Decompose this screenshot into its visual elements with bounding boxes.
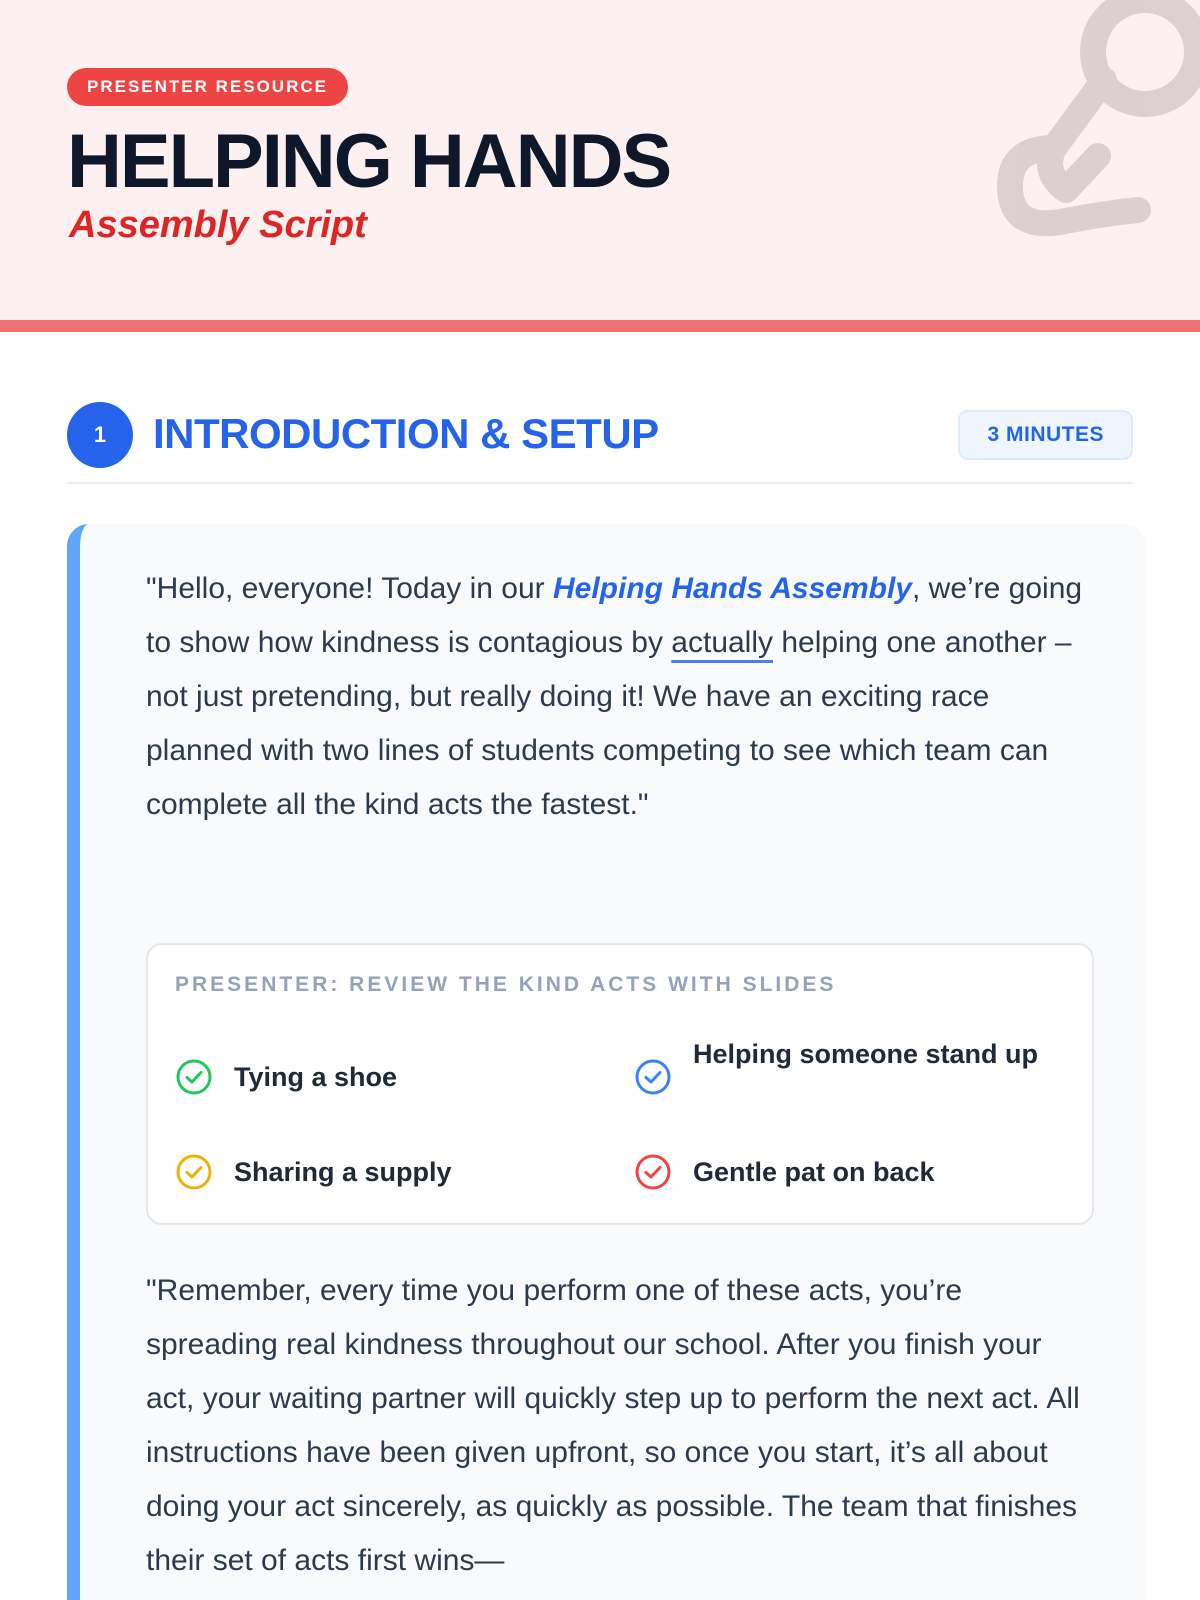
script-paragraph-intro <box>146 562 1096 832</box>
page-header <box>0 0 1200 332</box>
kind-act-item <box>634 1031 1074 1123</box>
check-circle-icon <box>634 1153 672 1191</box>
resource-badge: PRESENTER RESOURCE <box>67 68 348 106</box>
check-circle-icon <box>175 1153 213 1191</box>
duration-badge: 3 MINUTES <box>958 410 1133 460</box>
script-paragraph-rules: "Remember, every time you perform one of these acts, you’re spreading real kindness throughout our school. After you finish your act, your waiting partner will quickly step up to perform the next act. All instructions have been given upfront, so once you start, it’s all about doing your act sincerely, as quickly as possible. The team that finishes their set of acts first wins— <box>146 1274 1080 1577</box>
page-title: HELPING HANDS <box>67 119 671 204</box>
script-text: "Hello, everyone! Today in our <box>146 572 553 605</box>
microphone-icon <box>970 0 1200 250</box>
kind-act-label: Helping someone stand up <box>693 1039 1039 1069</box>
kind-act-item <box>175 1149 575 1195</box>
assembly-name-highlight: Helping Hands Assembly <box>553 572 912 605</box>
presenter-note-label: PRESENTER: REVIEW THE KIND ACTS WITH SLIDES <box>175 973 837 996</box>
presenter-note-box <box>146 943 1094 1225</box>
script-card <box>67 524 1146 1600</box>
section-header <box>67 398 1133 484</box>
check-circle-icon <box>175 1058 213 1096</box>
section-title: INTRODUCTION & SETUP <box>153 410 659 457</box>
section-number-badge: 1 <box>67 402 133 468</box>
kind-act-label: Gentle pat on back <box>693 1157 935 1187</box>
script-text: helping one another – not just pretending, but really doing it! We have an exciting race planned with two lines of students competing to see which team can complete all the kind acts the fastest." <box>146 626 1072 821</box>
emphasis-underline: actually <box>671 626 774 659</box>
kind-act-item <box>175 1054 575 1100</box>
script-text: , we’re going to show how kindness is contagious by <box>146 572 1083 659</box>
kind-act-label: Sharing a supply <box>234 1157 452 1187</box>
page-subtitle: Assembly Script <box>69 204 367 246</box>
kind-act-item <box>634 1149 1074 1195</box>
check-circle-icon <box>634 1058 672 1096</box>
kind-act-label: Tying a shoe <box>234 1062 398 1092</box>
